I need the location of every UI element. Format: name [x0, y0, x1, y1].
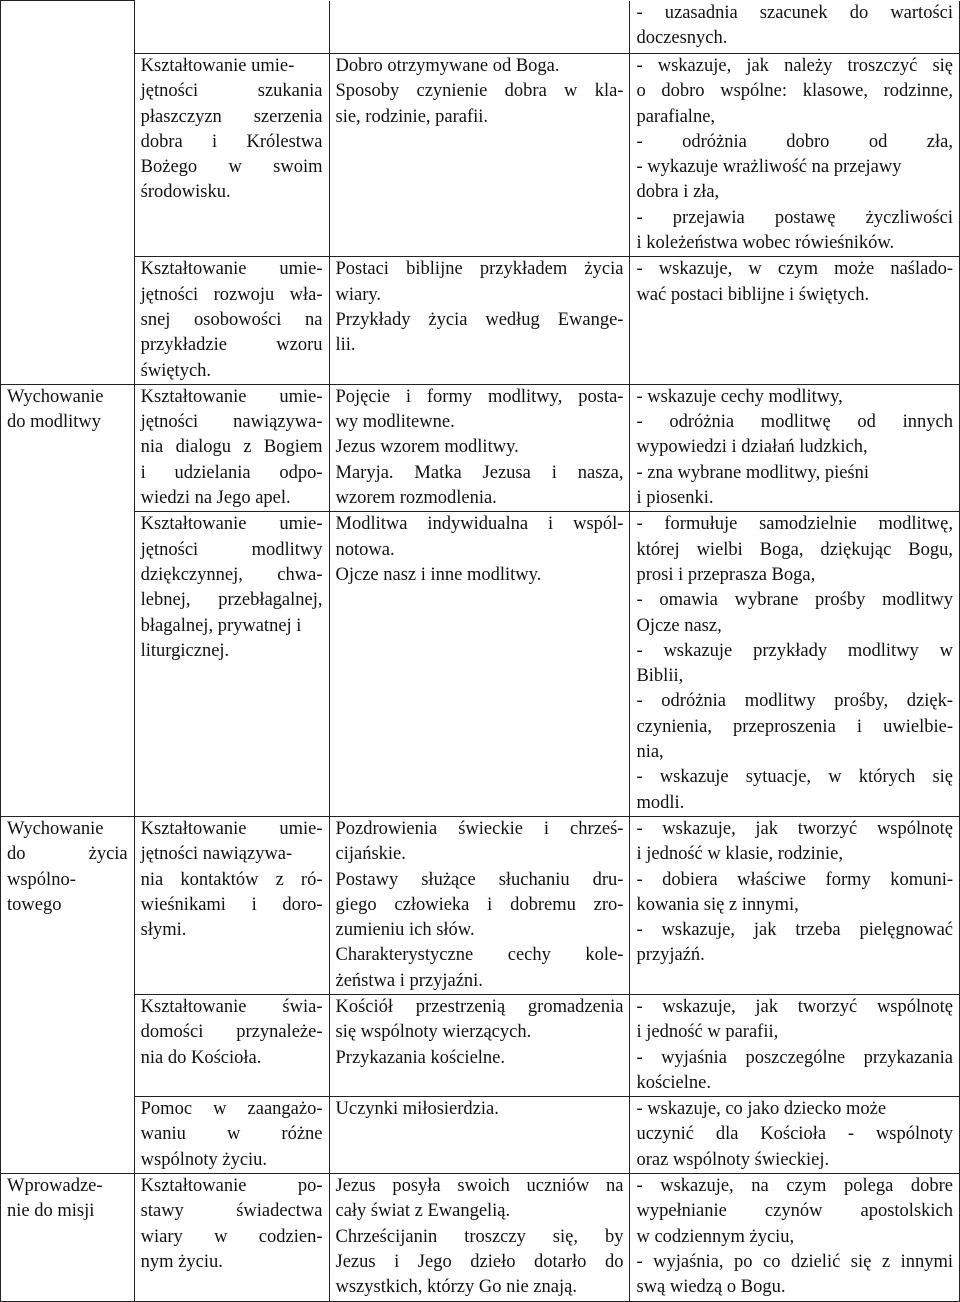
text-line: notowa.	[335, 539, 395, 560]
text-line: Maryja. Matka Jezusa i nasza,	[335, 462, 624, 483]
content-cell	[329, 1097, 630, 1174]
table-row	[1, 1097, 960, 1174]
goal-cell	[134, 1097, 329, 1174]
text-line: oraz wspólnoty świeckiej.	[636, 1149, 830, 1170]
text-line: Dobro otrzymywane od Boga.	[335, 56, 560, 76]
text-line: Biblii,	[636, 666, 684, 687]
text-line: Kształtowanie po-	[140, 1176, 323, 1197]
text-line: doczesnych.	[636, 27, 728, 48]
outcome-cell	[630, 816, 960, 994]
text-line: Chrześcijanin troszczy się, by	[335, 1226, 624, 1247]
goal-cell	[134, 1174, 329, 1301]
text-line: parafialne,	[636, 106, 716, 127]
text-line: Wychowanie	[7, 386, 104, 407]
content-cell	[329, 54, 630, 257]
text-line: Modlitwa indywidualna i wspól-	[335, 514, 624, 535]
content-cell	[329, 816, 630, 994]
text-line: domości przynależe-	[140, 1022, 323, 1043]
text-line: Sposoby czynienie dobra w kla-	[335, 81, 624, 102]
text-line: lii.	[335, 335, 356, 356]
text-line: - wskazuje, jak tworzyć wspólnotę	[636, 818, 953, 839]
text-line: wzorem rozmodlenia.	[335, 488, 497, 509]
text-line: Bożego w swoim	[140, 157, 323, 178]
text-line: dobra i Królestwa	[140, 131, 323, 152]
text-line: jętności modlitwy	[140, 539, 323, 560]
text-line: Przykazania kościelne.	[335, 1047, 506, 1068]
text-line: i udzielania odpo-	[140, 462, 323, 483]
outcome-cell	[630, 257, 960, 384]
text-line: wać postaci biblijne i świętych.	[636, 284, 870, 305]
table-row	[1, 994, 960, 1096]
content-cell	[329, 1174, 630, 1301]
text-line: nym życiu.	[140, 1251, 223, 1272]
text-line: nia dialogu z Bogiem	[140, 437, 323, 458]
area-cell-community	[1, 816, 135, 994]
outcome-cell	[630, 994, 960, 1096]
text-line: jętności szukania	[140, 81, 323, 102]
text-line: - wskazuje, na czym polega dobre	[636, 1176, 953, 1197]
area-cell-prayer	[1, 384, 135, 511]
text-line: Pozdrowienia świeckie i chrześ-	[335, 818, 624, 839]
text-line: giego człowieka i dobremu zro-	[335, 894, 624, 915]
text-line: - dobiera właściwe formy komuni-	[636, 869, 953, 890]
area-cell	[1, 54, 135, 257]
text-line: jętności nawiązywa-	[140, 844, 293, 865]
area-cell	[1, 512, 135, 817]
text-line: świętych.	[140, 360, 212, 381]
text-line: o dobro wspólne: klasowe, rodzinne,	[636, 81, 953, 102]
text-line: Postawy służące słuchaniu dru-	[335, 869, 624, 890]
table-row	[1, 816, 960, 994]
text-line: Pomoc w zaangażo-	[140, 1099, 323, 1120]
text-line: Jezus i Jego dzieło dotarło do	[335, 1251, 624, 1272]
text-line: Wychowanie	[7, 818, 104, 839]
table-row	[1, 1174, 960, 1301]
text-line: nie do misji	[7, 1201, 95, 1222]
text-line: kościelne.	[636, 1072, 711, 1093]
text-line: - wskazuje sytuacje, w których się	[636, 767, 953, 788]
text-line: Ojcze nasz i inne modlitwy.	[335, 564, 542, 585]
text-line: i koleżeństwa wobec rówieśników.	[636, 233, 895, 254]
text-line: Uczynki miłosierdzia.	[335, 1099, 499, 1120]
text-line: i jedność w klasie, rodzinie,	[636, 844, 843, 865]
table-row	[1, 1, 960, 54]
text-line: prosi i przeprasza Boga,	[636, 564, 816, 585]
text-line: środowisku.	[140, 182, 231, 203]
goal-cell	[134, 512, 329, 817]
text-line: wszystkich, którzy Go nie znają.	[335, 1277, 577, 1298]
content-cell	[329, 257, 630, 384]
outcome-cell	[630, 1174, 960, 1301]
text-line: stawy świadectwa	[140, 1201, 323, 1222]
text-line: - formułuje samodzielnie modlitwę,	[636, 514, 953, 535]
text-line: płaszczyzn szerzenia	[140, 106, 323, 127]
text-line: przykładzie wzoru	[140, 335, 323, 356]
text-line: - wskazuje, w czym może naślado-	[636, 259, 953, 280]
text-line: wiary w codzien-	[140, 1226, 323, 1247]
text-line: Postaci biblijne przykładem życia	[335, 259, 624, 280]
text-line: - wykazuje wrażliwość na przejawy	[636, 157, 902, 178]
text-line: Charakterystyczne cechy kole-	[335, 945, 624, 966]
text-line: jętności rozwoju wła-	[140, 284, 323, 305]
text-line: wieśnikami i doro-	[140, 894, 323, 915]
text-line: Kształtowanie świa-	[140, 996, 323, 1017]
content-cell	[329, 1, 630, 54]
text-line: swą wiedzą o Bogu.	[636, 1277, 786, 1298]
goal-cell	[134, 257, 329, 384]
text-line: Jezus wzorem modlitwy.	[335, 437, 519, 458]
text-line: Przykłady życia według Ewange-	[335, 309, 624, 330]
outcome-cell	[630, 384, 960, 511]
text-line: i piosenki.	[636, 488, 714, 509]
text-line: - wskazuje cechy modlitwy,	[636, 386, 843, 407]
outcome-cell	[630, 1, 960, 54]
text-line: - przejawia postawę życzliwości	[636, 207, 953, 228]
text-line: wypełnianie czynów apostolskich	[636, 1201, 953, 1222]
text-line: w codziennym życiu,	[636, 1226, 795, 1247]
text-line: - wskazuje przykłady modlitwy w	[636, 640, 953, 661]
text-line: - odróżnia dobro od zła,	[636, 131, 953, 152]
text-line: Kościół przestrzenią gromadzenia	[335, 996, 624, 1017]
content-cell	[329, 994, 630, 1096]
text-line: sie, rodzinie, parafii.	[335, 106, 489, 127]
text-line: Kształtowanie umie-	[140, 259, 323, 280]
text-line: dobra i zła,	[636, 182, 720, 203]
area-cell-mission	[1, 1174, 135, 1301]
text-line: cały świat z Ewangelią.	[335, 1201, 511, 1222]
text-line: wiary.	[335, 284, 382, 305]
text-line: błagalnej, prywatnej i	[140, 615, 302, 636]
text-line: której wielbi Boga, dziękując Bogu,	[636, 539, 953, 560]
text-line: - wyjaśnia, po co dzielić się z innymi	[636, 1251, 953, 1272]
goal-cell	[134, 384, 329, 511]
text-line: Kształtowanie umie-	[140, 386, 323, 407]
table-row	[1, 257, 960, 384]
text-line: cijańskie.	[335, 844, 406, 865]
outcome-cell	[630, 512, 960, 817]
goal-cell	[134, 54, 329, 257]
text-line: Ojcze nasz,	[636, 615, 722, 636]
text-line: - uzasadnia szacunek do wartości	[636, 2, 953, 23]
text-line: Jezus posyła swoich uczniów na	[335, 1176, 624, 1197]
content-cell	[329, 512, 630, 817]
outcome-cell	[630, 1097, 960, 1174]
text-line: wy modlitewne.	[335, 412, 455, 433]
text-line: i jedność w parafii,	[636, 1022, 779, 1043]
text-line: liturgicznej.	[140, 640, 230, 661]
text-line: wiedzi na Jego apel.	[140, 488, 291, 509]
text-line: słymi.	[140, 920, 187, 941]
text-line: zumieniu ich słów.	[335, 920, 475, 941]
text-line: jętności nawiązywa-	[140, 412, 323, 433]
text-line: wypowiedzi i działań ludzkich,	[636, 437, 868, 458]
area-cell	[1, 1097, 135, 1174]
outcome-cell	[630, 54, 960, 257]
text-line: Kształtowanie umie-	[140, 514, 323, 535]
text-line: wspólno-	[7, 869, 76, 890]
text-line: waniu w różne	[140, 1124, 323, 1145]
area-cell	[1, 1, 135, 54]
text-line: - wskazuje, co jako dziecko może	[636, 1099, 887, 1120]
content-cell	[329, 384, 630, 511]
area-cell	[1, 994, 135, 1096]
goal-cell	[134, 816, 329, 994]
text-line: - odróżnia modlitwy prośby, dzięk-	[636, 691, 953, 712]
table-row	[1, 384, 960, 511]
text-line: do modlitwy	[7, 412, 102, 433]
text-line: - zna wybrane modlitwy, pieśni	[636, 462, 870, 483]
text-line: snej osobowości na	[140, 309, 323, 330]
text-line: - wyjaśnia poszczególne przykazania	[636, 1047, 953, 1068]
text-line: nia do Kościoła.	[140, 1047, 262, 1068]
text-line: modli.	[636, 792, 685, 813]
text-line: wspólnoty życiu.	[140, 1149, 268, 1170]
text-line: Pojęcie i formy modlitwy, posta-	[335, 386, 624, 407]
text-line: uczynić dla Kościoła - wspólnoty	[636, 1124, 953, 1145]
text-line: się wspólnoty wierzących.	[335, 1022, 532, 1043]
text-line: - odróżnia modlitwę od innych	[636, 412, 953, 433]
text-line: - wskazuje, jak tworzyć wspólnotę	[636, 996, 953, 1017]
text-line: przyjaźń.	[636, 945, 705, 966]
text-line: czynienia, przeproszenia i uwielbie-	[636, 716, 953, 737]
text-line: do życia	[7, 844, 128, 865]
text-line: Wprowadze-	[7, 1176, 103, 1197]
text-line: nia,	[636, 742, 664, 763]
text-line: żeństwa i przyjaźni.	[335, 970, 483, 991]
text-line: kowania się z innymi,	[636, 894, 799, 915]
text-line: - omawia wybrane prośby modlitwy	[636, 590, 953, 611]
text-line: lebnej, przebłagalnej,	[140, 590, 323, 611]
text-line: Kształtowanie umie-	[140, 818, 323, 839]
text-line: - wskazuje, jak należy troszczyć się	[636, 56, 953, 76]
goal-cell	[134, 994, 329, 1096]
text-line: towego	[7, 894, 62, 915]
text-line: dziękczynnej, chwa-	[140, 564, 323, 585]
text-line: nia kontaktów z ró-	[140, 869, 323, 890]
text-line: - wskazuje, jak trzeba pielęgnować	[636, 920, 953, 941]
table-row	[1, 512, 960, 817]
goal-cell	[134, 1, 329, 54]
text-line: Kształtowanie umie-	[140, 56, 295, 76]
table-row	[1, 54, 960, 257]
area-cell	[1, 257, 135, 384]
